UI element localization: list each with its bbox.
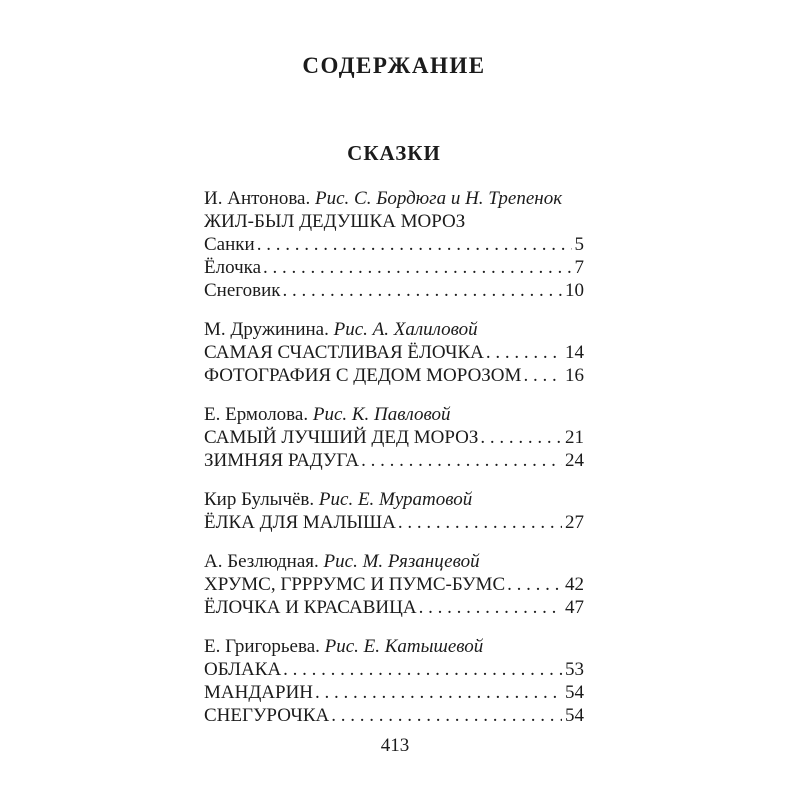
toc-entry (204, 658, 584, 681)
illustrator-credit: Рис. А. Халиловой (333, 319, 478, 340)
illustrator-credit: Рис. Е. Муратовой (318, 489, 473, 510)
author-name: А. Безлюдная. (204, 551, 319, 572)
author-name: И. Антонова. (204, 188, 311, 209)
toc-entry (204, 704, 584, 727)
entry-title: САМАЯ СЧАСТЛИВАЯ ЁЛОЧКА (204, 342, 484, 363)
illustrator-credit: Рис. М. Рязанцевой (323, 551, 480, 572)
illustrator-credit: Рис. С. Бордюга и Н. Трепенок (315, 188, 563, 209)
entry-page-number: 16 (565, 365, 584, 386)
dot-leader (480, 426, 562, 449)
toc-entry (204, 364, 584, 387)
entry-page-number: 7 (574, 257, 584, 278)
illustrator-credit: Рис. Е. Катышевой (324, 636, 484, 657)
author-line (204, 318, 584, 341)
entry-page-number: 24 (565, 450, 584, 471)
dot-leader (257, 233, 572, 256)
entry-page-number: 5 (574, 234, 584, 255)
toc-entry (204, 233, 584, 256)
toc-entry (204, 341, 584, 364)
toc-entry (204, 573, 584, 596)
entry-page-number: 54 (565, 705, 584, 726)
toc-entry (204, 256, 584, 279)
author-line (204, 635, 584, 658)
toc-entry (204, 449, 584, 472)
toc-block (204, 488, 584, 534)
dot-leader (523, 364, 562, 387)
author-line (204, 403, 584, 426)
toc-block (204, 318, 584, 387)
entry-title: ОБЛАКА (204, 659, 282, 680)
page-title: СОДЕРЖАНИЕ (302, 53, 486, 78)
story-cycle-title: ЖИЛ-БЫЛ ДЕДУШКА МОРОЗ (204, 211, 466, 232)
entry-page-number: 54 (565, 682, 584, 703)
illustrator-credit: Рис. К. Павловой (312, 404, 451, 425)
author-name: Е. Ермолова. (204, 404, 309, 425)
entry-page-number: 14 (565, 342, 584, 363)
toc-block (204, 187, 584, 302)
entry-page-number: 10 (565, 280, 584, 301)
dot-leader (361, 449, 562, 472)
dot-leader (315, 681, 562, 704)
toc-entry (204, 681, 584, 704)
dot-leader (282, 279, 562, 302)
dot-leader (283, 658, 562, 681)
entry-title: ХРУМС, ГРРРУМС И ПУМС-БУМС (204, 574, 506, 595)
entry-title: Ёлочка (204, 257, 262, 278)
dot-leader (507, 573, 562, 596)
toc-block (204, 550, 584, 619)
entry-page-number: 47 (565, 597, 584, 618)
entry-title: ЗИМНЯЯ РАДУГА (204, 450, 360, 471)
folio-page-number: 413 (380, 735, 410, 756)
entry-page-number: 21 (565, 427, 584, 448)
entry-title: СНЕГУРОЧКА (204, 705, 330, 726)
entry-title: САМЫЙ ЛУЧШИЙ ДЕД МОРОЗ (204, 427, 479, 448)
dot-leader (263, 256, 571, 279)
author-name: Кир Булычёв. (204, 489, 315, 510)
toc-entry (204, 511, 584, 534)
author-name: Е. Григорьева. (204, 636, 320, 657)
entry-title: ФОТОГРАФИЯ С ДЕДОМ МОРОЗОМ (204, 365, 522, 386)
dot-leader (398, 511, 562, 534)
toc-block (204, 403, 584, 472)
author-line (204, 550, 584, 573)
section-heading: СКАЗКИ (347, 141, 441, 165)
toc-entry (204, 426, 584, 449)
dot-leader (486, 341, 562, 364)
toc-block (204, 635, 584, 727)
dot-leader (331, 704, 562, 727)
entry-title: МАНДАРИН (204, 682, 314, 703)
entry-page-number: 27 (565, 512, 584, 533)
toc-entry (204, 596, 584, 619)
entry-title: ЁЛОЧКА И КРАСАВИЦА (204, 597, 417, 618)
entry-title: Санки (204, 234, 255, 255)
author-line (204, 187, 584, 210)
entry-page-number: 42 (565, 574, 584, 595)
entry-title: ЁЛКА ДЛЯ МАЛЫША (204, 512, 396, 533)
entry-page-number: 53 (565, 659, 584, 680)
entry-title: Снеговик (204, 280, 281, 301)
toc-entry (204, 279, 584, 302)
author-line (204, 488, 584, 511)
author-name: М. Дружинина. (204, 319, 329, 340)
toc-list (204, 187, 584, 743)
dot-leader (419, 596, 562, 619)
